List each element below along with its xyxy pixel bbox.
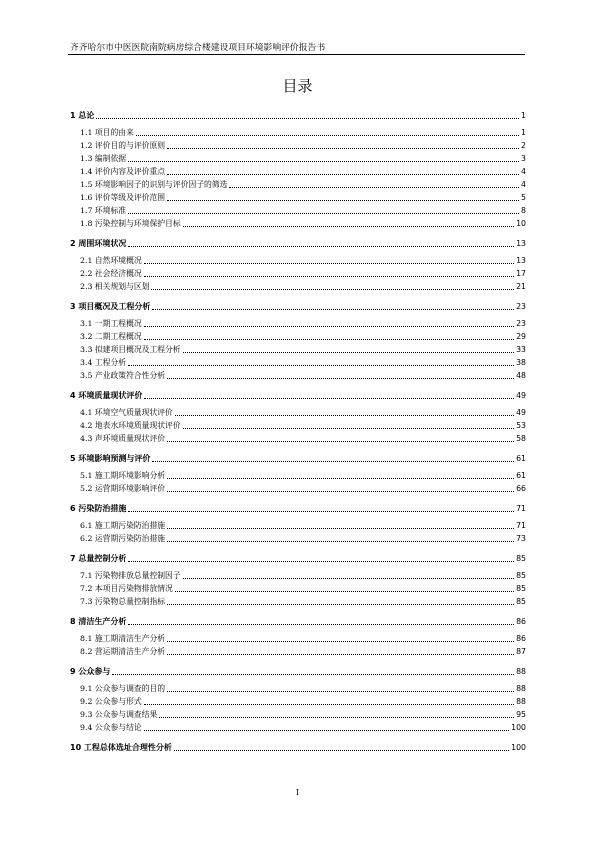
toc-leader-dots: [167, 478, 514, 479]
toc-chapter-entry[interactable]: [70, 553, 526, 564]
toc-section-entry[interactable]: [70, 268, 526, 279]
toc-entry-page: 29: [516, 332, 526, 341]
toc-section-entry[interactable]: [70, 722, 526, 733]
toc-entry-label: 3.2 二期工程概况: [80, 332, 142, 341]
toc-leader-dots: [174, 750, 509, 751]
toc-entry-label: 4 环境质量现状评价: [70, 391, 143, 400]
toc-chapter-entry[interactable]: [70, 301, 526, 312]
toc-entry-label: 7 总量控制分析: [70, 554, 127, 563]
toc-section-entry[interactable]: [70, 218, 526, 229]
toc-section-entry[interactable]: [70, 533, 526, 544]
toc-entry-label: 1.5 环境影响因子的识别与评价因子的筛选: [80, 180, 228, 189]
toc-entry-label: 2 周围环境状况: [70, 239, 127, 248]
toc-leader-dots: [144, 326, 514, 327]
toc-entry-label: 3.4 工程分析: [80, 358, 127, 367]
toc-title: 目录: [282, 77, 313, 95]
toc-entry-label: 5 环境影响预测与评价: [70, 454, 151, 463]
toc-chapter-entry[interactable]: [70, 666, 526, 677]
toc-entry-page: 5: [521, 193, 526, 202]
toc-leader-dots: [167, 441, 514, 442]
page-number: I: [295, 788, 300, 797]
toc-leader-dots: [167, 491, 514, 492]
toc-section-entry[interactable]: [70, 470, 526, 481]
toc-entry-page: 1: [521, 111, 526, 120]
toc-entry-page: 86: [516, 634, 526, 643]
toc-entry-label: 6.2 运营期污染防治措施: [80, 534, 166, 543]
toc-leader-dots: [128, 161, 519, 162]
toc-entry-page: 88: [516, 697, 526, 706]
toc-section-entry[interactable]: [70, 646, 526, 657]
toc-entry-page: 53: [516, 421, 526, 430]
toc-entry-page: 87: [516, 647, 526, 656]
toc-entry-label: 9.4 公众参与结论: [80, 723, 142, 732]
toc-leader-dots: [167, 148, 519, 149]
toc-leader-dots: [167, 604, 514, 605]
toc-entry-label: 1.8 污染控制与环境保护目标: [80, 219, 181, 228]
toc-entry-page: 100: [511, 743, 526, 752]
toc-entry-page: 38: [516, 358, 526, 367]
toc-entry-page: 2: [521, 141, 526, 150]
toc-section-entry[interactable]: [70, 709, 526, 720]
toc-section-entry[interactable]: [70, 192, 526, 203]
toc-entry-label: 9 公众参与: [70, 667, 111, 676]
toc-entry-label: 2.1 自然环境概况: [80, 256, 142, 265]
toc-section-entry[interactable]: [70, 281, 526, 292]
toc-section-entry[interactable]: [70, 570, 526, 581]
toc-leader-dots: [144, 339, 514, 340]
header-rule: [68, 54, 525, 55]
toc-leader-dots: [167, 200, 519, 201]
toc-entry-label: 9.1 公众参与调查的目的: [80, 684, 166, 693]
toc-leader-dots: [151, 289, 514, 290]
toc-leader-dots: [112, 674, 514, 675]
toc-section-entry[interactable]: [70, 255, 526, 266]
toc-entry-page: 86: [516, 617, 526, 626]
toc-entry-label: 7.3 污染物总量控制指标: [80, 597, 166, 606]
toc-entry-page: 61: [516, 471, 526, 480]
toc-leader-dots: [128, 365, 514, 366]
toc-entry-label: 5.2 运营期环境影响评价: [80, 484, 166, 493]
toc-chapter-entry[interactable]: [70, 453, 526, 464]
toc-leader-dots: [128, 511, 514, 512]
toc-entry-label: 1.4 评价内容及评价重点: [80, 167, 166, 176]
toc-leader-dots: [183, 578, 514, 579]
toc-leader-dots: [152, 309, 514, 310]
toc-section-entry[interactable]: [70, 357, 526, 368]
toc-leader-dots: [167, 641, 514, 642]
toc-section-entry[interactable]: [70, 596, 526, 607]
toc-entry-label: 8 清洁生产分析: [70, 617, 127, 626]
toc-section-entry[interactable]: [70, 483, 526, 494]
toc-entry-page: 17: [516, 269, 526, 278]
toc-entry-label: 3.3 拟建项目概况及工程分析: [80, 345, 181, 354]
toc-leader-dots: [175, 591, 514, 592]
toc-entry-label: 1 总论: [70, 111, 95, 120]
running-header: 齐齐哈尔市中医医院南院病房综合楼建设项目环境影响评价报告书: [70, 43, 326, 53]
toc-entry-label: 1.1 项目的由来: [80, 128, 134, 137]
toc-section-entry[interactable]: [70, 370, 526, 381]
toc-entry-label: 3 项目概况及工程分析: [70, 302, 151, 311]
toc-leader-dots: [167, 174, 519, 175]
toc-section-entry[interactable]: [70, 318, 526, 329]
toc-entry-label: 9.3 公众参与调查结果: [80, 710, 158, 719]
toc-leader-dots: [175, 415, 514, 416]
toc-section-entry[interactable]: [70, 331, 526, 342]
toc-section-entry[interactable]: [70, 179, 526, 190]
toc-leader-dots: [144, 263, 514, 264]
toc-entry-label: 2.2 社会经济概况: [80, 269, 142, 278]
toc-entry-label: 6.1 施工期污染防治措施: [80, 521, 166, 530]
toc-entry-label: 3.5 产业政策符合性分析: [80, 371, 166, 380]
toc-leader-dots: [167, 691, 514, 692]
toc-section-entry[interactable]: [70, 140, 526, 151]
toc-chapter-entry[interactable]: [70, 742, 526, 753]
toc-entry-page: 10: [516, 219, 526, 228]
toc-entry-page: 23: [516, 319, 526, 328]
toc-entry-page: 21: [516, 282, 526, 291]
toc-entry-page: 4: [521, 167, 526, 176]
toc-leader-dots: [136, 135, 519, 136]
toc-section-entry[interactable]: [70, 205, 526, 216]
toc-entry-label: 1.3 编制依据: [80, 154, 127, 163]
toc-entry-page: 73: [516, 534, 526, 543]
toc-entry-page: 85: [516, 597, 526, 606]
toc-leader-dots: [167, 378, 514, 379]
toc-entry-label: 3.1 一期工程概况: [80, 319, 142, 328]
toc-entry-label: 10 工程总体选址合理性分析: [70, 743, 172, 752]
toc-leader-dots: [183, 226, 514, 227]
toc-entry-page: 88: [516, 684, 526, 693]
toc-leader-dots: [152, 461, 514, 462]
toc-chapter-entry[interactable]: [70, 238, 526, 249]
toc-entry-page: 85: [516, 584, 526, 593]
toc-leader-dots: [144, 704, 514, 705]
toc-leader-dots: [159, 717, 514, 718]
toc-entry-page: 61: [516, 454, 526, 463]
toc-entry-page: 1: [521, 128, 526, 137]
toc-section-entry[interactable]: [70, 344, 526, 355]
toc-entry-page: 71: [516, 521, 526, 530]
toc-entry-label: 9.2 公众参与形式: [80, 697, 142, 706]
toc-chapter-entry[interactable]: [70, 616, 526, 627]
toc-leader-dots: [128, 624, 514, 625]
toc-section-entry[interactable]: [70, 583, 526, 594]
toc-entry-label: 2.3 相关规划与区划: [80, 282, 150, 291]
toc-chapter-entry[interactable]: [70, 503, 526, 514]
toc-entry-label: 7.2 本项目污染物排放情况: [80, 584, 173, 593]
toc-entry-page: 8: [521, 206, 526, 215]
toc-entry-page: 13: [516, 256, 526, 265]
toc-leader-dots: [167, 541, 514, 542]
toc-entry-page: 33: [516, 345, 526, 354]
toc-entry-page: 88: [516, 667, 526, 676]
toc-entry-page: 23: [516, 302, 526, 311]
toc-leader-dots: [167, 528, 514, 529]
toc-entry-page: 85: [516, 554, 526, 563]
toc-entry-page: 85: [516, 571, 526, 580]
toc-entry-label: 4.2 地表水环境质量现状评价: [80, 421, 181, 430]
toc-leader-dots: [183, 352, 514, 353]
toc-section-entry[interactable]: [70, 420, 526, 431]
toc-entry-label: 5.1 施工期环境影响分析: [80, 471, 166, 480]
toc-chapter-entry[interactable]: [70, 110, 526, 121]
toc-entry-page: 71: [516, 504, 526, 513]
toc-entry-page: 49: [516, 391, 526, 400]
toc-leader-dots: [144, 276, 514, 277]
toc-leader-dots: [144, 398, 514, 399]
toc-entry-label: 4.3 声环境质量现状评价: [80, 434, 166, 443]
toc-leader-dots: [96, 118, 519, 119]
toc-entry-label: 1.6 评价等级及评价范围: [80, 193, 166, 202]
toc-entry-label: 1.7 环境标准: [80, 206, 127, 215]
toc-chapter-entry[interactable]: [70, 390, 526, 401]
toc-section-entry[interactable]: [70, 153, 526, 164]
toc-entry-page: 58: [516, 434, 526, 443]
toc-entry-page: 100: [511, 723, 526, 732]
toc-entry-label: 6 污染防治措施: [70, 504, 127, 513]
toc-section-entry[interactable]: [70, 127, 526, 138]
toc-section-entry[interactable]: [70, 520, 526, 531]
toc-leader-dots: [167, 654, 514, 655]
toc-section-entry[interactable]: [70, 696, 526, 707]
toc-entry-label: 8.1 施工期清洁生产分析: [80, 634, 166, 643]
toc-entry-page: 95: [516, 710, 526, 719]
toc-entry-label: 4.1 环境空气质量现状评价: [80, 408, 173, 417]
toc-leader-dots: [128, 213, 519, 214]
toc-leader-dots: [183, 428, 514, 429]
toc-entry-label: 7.1 污染物排放总量控制因子: [80, 571, 181, 580]
toc-section-entry[interactable]: [70, 166, 526, 177]
toc-leader-dots: [229, 187, 519, 188]
toc-leader-dots: [128, 246, 514, 247]
toc-entry-page: 48: [516, 371, 526, 380]
toc-entry-label: 8.2 营运期清洁生产分析: [80, 647, 166, 656]
toc-entry-page: 66: [516, 484, 526, 493]
toc-entry-page: 4: [521, 180, 526, 189]
toc-section-entry[interactable]: [70, 407, 526, 418]
toc-entry-page: 13: [516, 239, 526, 248]
toc-section-entry[interactable]: [70, 433, 526, 444]
toc-section-entry[interactable]: [70, 633, 526, 644]
toc-leader-dots: [144, 730, 509, 731]
toc-leader-dots: [128, 561, 514, 562]
toc-entry-label: 1.2 评价目的与评价原则: [80, 141, 166, 150]
toc-entry-page: 49: [516, 408, 526, 417]
toc-section-entry[interactable]: [70, 683, 526, 694]
toc-entry-page: 3: [521, 154, 526, 163]
